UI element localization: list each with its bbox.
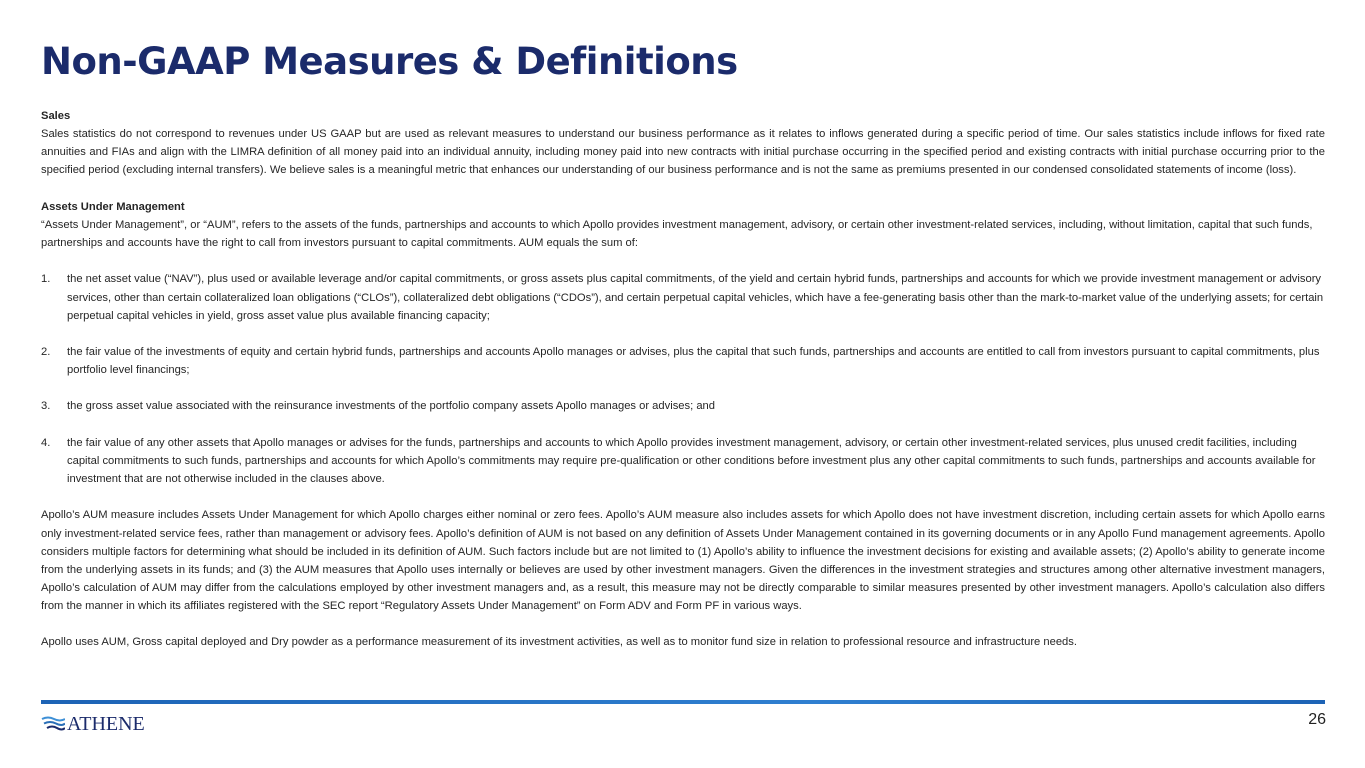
list-item-number: 3. [41,400,51,413]
list-item-text: the fair value of the investments of equity and certain hybrid funds, partnerships and accounts Apollo manages or advises, plus the capital that such funds, partnerships and accounts are entitled to call from investors pursuant to capital commitments, plus portfolio level financings; [67,345,1320,377]
aum-usage-paragraph: Apollo uses AUM, Gross capital deployed and Dry powder as a performance measurement of its investment activities, as well as to monitor fund size in relation to professional resource and infrastructure needs. [41,636,1077,649]
sales-paragraph: Sales statistics do not correspond to revenues under US GAAP but are used as relevant measures to understand our business performance as it relates to inflows generated during a specific period of time. Our sales statistics include inflows for fixed rate annuities and FIAs and align with the LIMRA definition of all money paid into an individual annuity, including money paid into new contracts with initial purchase occurring in the specified period and existing contracts with initial purchase occurring prior to the specified period (excluding internal transfers). We believe sales is a meaningful metric that enhances our understanding of our business performance and is not the same as premiums presented in our condensed consolidated statements of income (loss). [41,128,1325,177]
list-item [41,343,1325,379]
list-item-text: the gross asset value associated with the reinsurance investments of the portfolio company assets Apollo manages or advises; and [67,400,715,413]
aum-intro-paragraph: “Assets Under Management”, or “AUM”, refers to the assets of the funds, partnerships and accounts to which Apollo provides investment management, advisory, or certain other investment-related services, including, without limitation, capital that such funds, partnerships and accounts have the right to call from investors pursuant to capital commitments. AUM equals the sum of: [41,218,1313,250]
sales-heading: Sales [41,110,71,122]
logo-wordmark: ATHENE [67,713,145,735]
footer-divider [41,700,1325,704]
aum-measure-paragraph: Apollo’s AUM measure includes Assets Under Management for which Apollo charges either nominal or zero fees. Apollo’s AUM measure also includes assets for which Apollo does not have investment discretion, including certain assets for which Apollo earns only investment-related service fees, rather than management or advisory fees. Apollo’s definition of AUM is not based on any definition of Assets Under Management contained in its governing documents or in any Apollo Fund management agreements. Apollo considers multiple factors for determining what should be included in its definition of AUM. Such factors include but are not limited to (1) Apollo’s ability to influence the investment decisions for existing and available assets; (2) Apollo’s ability to generate income from the underlying assets in its funds; and (3) the AUM measures that Apollo uses internally or believes are used by other investment managers. Given the differences in the investment strategies and structures among other alternative investment managers, Apollo’s calculation of AUM may differ from the calculations employed by other investment managers and, as a result, this measure may not be directly comparable to similar measures presented by other investment managers. Apollo’s calculation also differs from the manner in which its affiliates registered with the SEC report “Regulatory Assets Under Management” on Form ADV and Form PF in various ways. [41,509,1325,613]
list-item-text: the net asset value (“NAV”), plus used or available leverage and/or capital commitments, or gross assets plus capital commitments, of the yield and certain hybrid funds, partnerships and accounts for which we provide investment management or advisory services, other than certain collateralized loan obligations (“CLOs”), collateralized debt obligations (“CDOs”), and certain perpetual capital vehicles, which have a fee-generating basis other than the mark-to-market value of the underlying assets; for certain perpetual capital vehicles in yield, gross asset value plus available financing capacity; [67,273,1324,322]
wave-icon [41,716,65,732]
athene-logo [41,712,145,736]
list-item-number: 1. [41,273,51,286]
list-item [41,270,1325,324]
list-item-text: the fair value of any other assets that Apollo manages or advises for the funds, partnerships and accounts to which Apollo provides investment management, advisory, or certain other investment-related services, plus unused credit facilities, including capital commitments to such funds, partnerships and accounts for which Apollo’s commitments may require pre-qualification or other conditions before investment plus any other capital commitments to such funds, partnerships and accounts available for investment that are not otherwise included in the clauses above. [67,436,1316,486]
aum-heading: Assets Under Management [41,200,185,213]
list-item [41,397,1325,415]
page-title: Non-GAAP Measures & Definitions [41,40,738,83]
list-item-number: 2. [41,345,51,358]
list-item [41,434,1325,488]
list-item-number: 4. [41,436,51,449]
page-number: 26 [1308,711,1326,728]
definitions-body [41,107,1325,652]
